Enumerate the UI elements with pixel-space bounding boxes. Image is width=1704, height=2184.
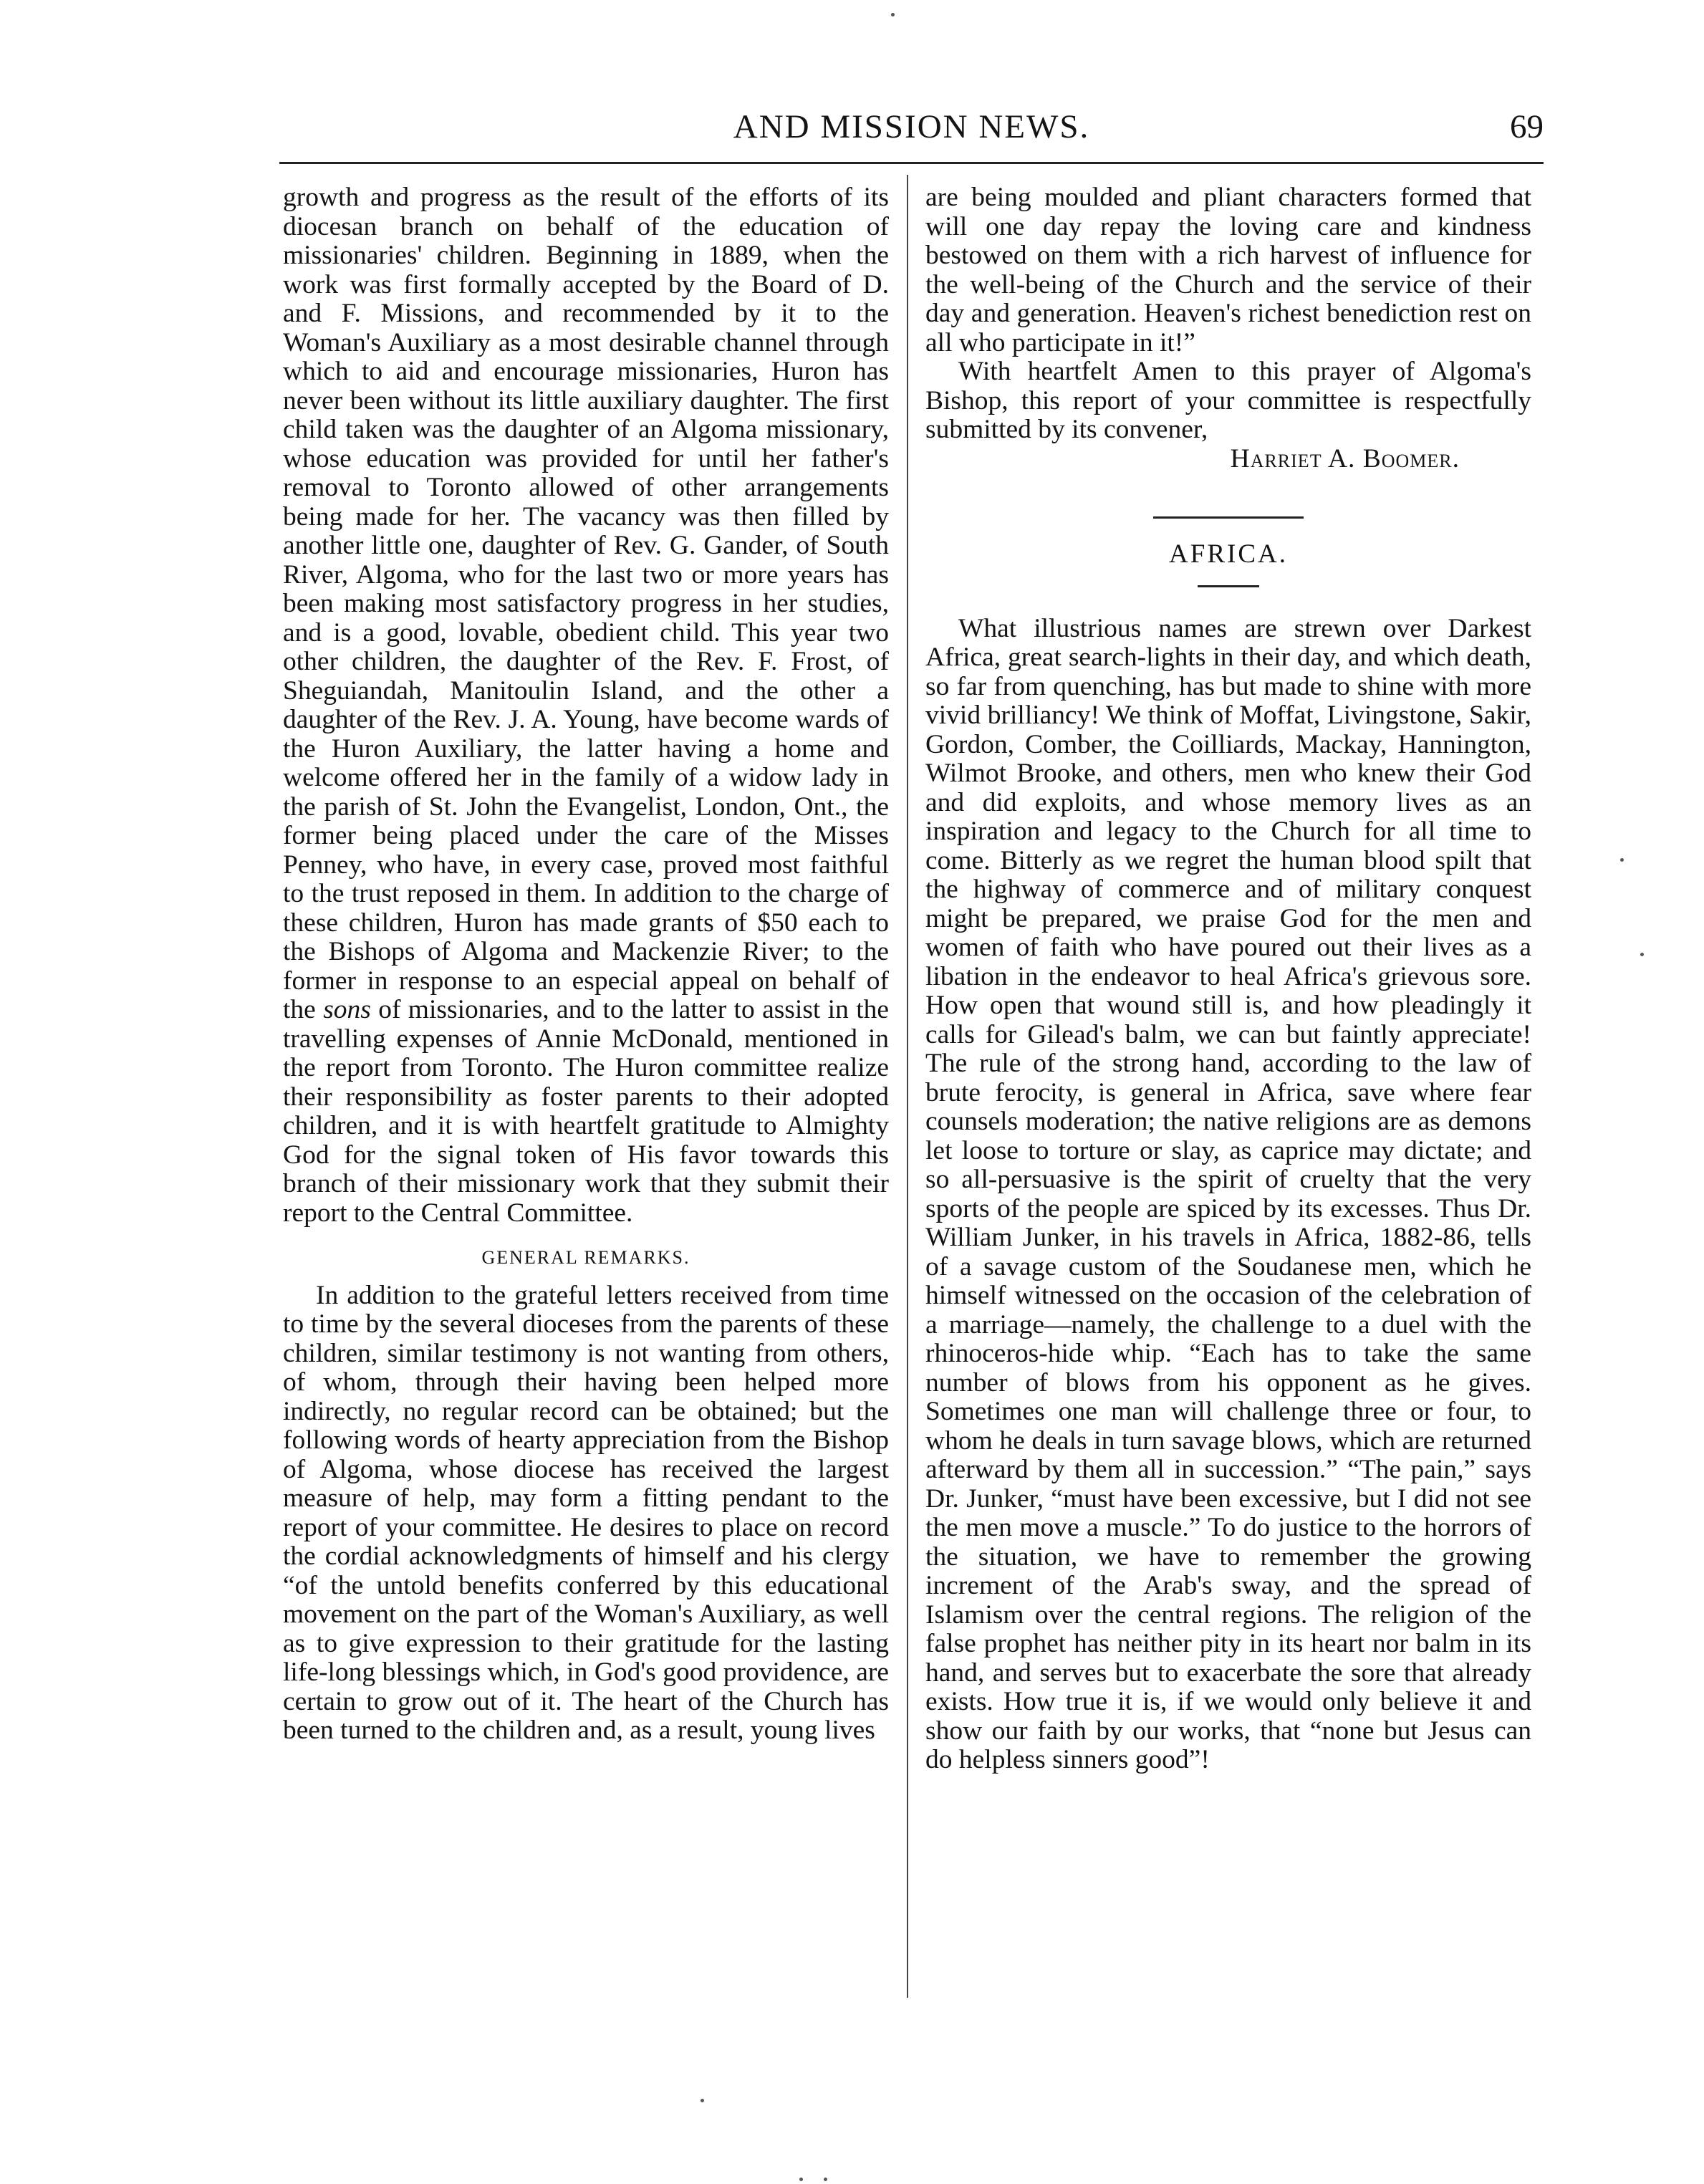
italic-word: sons <box>323 995 371 1024</box>
scan-speck <box>824 2178 827 2181</box>
section-divider <box>1153 516 1304 519</box>
scan-speck <box>891 13 895 16</box>
section-title: AFRICA. <box>1169 539 1288 569</box>
right-column <box>925 183 1531 1775</box>
signature: Harriet A. Boomer. <box>1230 443 1460 473</box>
page-number: 69 <box>1510 108 1544 145</box>
page-header <box>279 107 1544 158</box>
left-column <box>283 183 889 1746</box>
subheading: GENERAL REMARKS. <box>481 1247 690 1268</box>
header-rule <box>279 162 1544 164</box>
paragraph-text: of missionaries, and to the latter to assist in the travelling expenses of Annie McDonald, mentioned in the report from Toronto. The Huron committee realize their responsibility as foster parents to their adopted children, and it is with heartfelt gratitude to Almighty God for the signal token of His favor towards this branch of their missionary work that they submit their report to the Central Committee. <box>283 995 890 1228</box>
scan-speck <box>701 2099 704 2102</box>
title-underline <box>1198 585 1259 587</box>
column-divider <box>907 175 908 1998</box>
body-paragraph: are being moulded and pliant characters formed that will one day repay the loving care and kindness bestowed on them with a rich harvest of influence for the well-being of the Church and the service of their day and generation. Heaven's richest benediction rest on all who participate in it!” <box>925 183 1531 357</box>
running-title: AND MISSION NEWS. <box>733 108 1090 145</box>
body-paragraph: In addition to the grateful letters received from time to time by the several dioceses from the parents of these children, similar testimony is not wanting from others, of whom, through their having been helped more indirectly, no regular record can be obtained; but the following words of hearty appreciation from the Bishop of Algoma, whose diocese has received the largest measure of help, may form a fitting pendant to the report of your committee. He desires to place on record the cordial acknowledgments of himself and his clergy “of the untold benefits conferred by this educational movement on the part of the Woman's Auxiliary, as well as to give expression to their gratitude for the lasting life-long blessings which, in God's good providence, are certain to grow out of it. The heart of the Church has been turned to the children and, as a result, young lives <box>283 1280 889 1745</box>
body-paragraph: With heartfelt Amen to this prayer of Algoma's Bishop, this report of your committee is respectfully submitted by its convener, <box>925 357 1531 444</box>
scan-speck <box>799 2178 803 2181</box>
scan-speck <box>1640 953 1644 956</box>
body-paragraph: What illustrious names are strewn over Darkest Africa, great search-lights in their day, and which death, so far from quenching, has but made to shine with more vivid brilliancy! We think of Moffat, Livingstone, Sakir, Gordon, Comber, the Coilliards, Mackay, Hannington, Wilmot Brooke, and others, men who knew their God and did exploits, and whose memory lives as an inspiration and legacy to the Church for all time to come. Bitterly as we regret the human blood spilt that the highway of commerce and of military conquest might be prepared, we praise God for the men and women of faith who have poured out their lives as a libation in the endeavor to heal Africa's grievous sore. How open that wound still is, and how pleadingly it calls for Gilead's balm, we can but faintly appreciate! The rule of the strong hand, according to the law of brute ferocity, is general in Africa, save where fear counsels moderation; the native religions are as demons let loose to torture or slay, as caprice may dictate; and so all-persuasive is the spirit of cruelty that the very sports of the people are spiced by its excesses. Thus Dr. William Junker, in his travels in Africa, 1882-86, tells of a savage custom of the Soudanese men, which he himself witnessed on the occasion of the celebration of a marriage—namely, the challenge to a duel with the rhinoceros-hide whip. “Each has to take the same number of blows from his opponent as he gives. Sometimes one man will challenge three or four, to whom he deals in turn savage blows, which are returned afterward by them all in succession.” “The pain,” says Dr. Junker, “must have been excessive, but I did not see the men move a muscle.” To do justice to the horrors of the situation, we have to remember the growing increment of the Arab's sway, and the spread of Islamism over the central regions. The religion of the false prophet has neither pity in its heart nor balm in its hand, and serves but to exacerbate the sore that already exists. How true it is, if we would only believe it and show our faith by our works, that “none but Jesus can do helpless sinners good”! <box>925 613 1531 1774</box>
body-paragraph <box>283 183 889 1228</box>
scan-speck <box>1620 858 1624 862</box>
paragraph-text: growth and progress as the result of the efforts of its diocesan branch on behalf of the education of missionaries' children. Beginning in 1889, when the work was first formally accepted by the Board of D. and F. Missions, and recommended by it to the Woman's Auxiliary as a most desirable channel through which to aid and encourage missionaries, Huron has never been without its little auxiliary daughter. The first child taken was the daughter of an Algoma missionary, whose education was provided for until her father's removal to Toronto allowed of other arrangements being made for her. The vacancy was then filled by another little one, daughter of Rev. G. Gander, of South River, Algoma, who for the last two or more years has been making most satisfactory progress in her studies, and is a good, lovable, obedient child. This year two other children, the daughter of the Rev. F. Frost, of Sheguiandah, Manitoulin Island, and the other a daughter of the Rev. J. A. Young, have become wards of the Huron Auxiliary, the latter having a home and welcome offered her in the family of a widow lady in the parish of St. John the Evangelist, London, Ont., the former being placed under the care of the Misses Penney, who have, in every case, proved most faithful to the trust reposed in them. In addition to the charge of these children, Huron has made grants of $50 each to the Bishops of Algoma and Mackenzie River; to the former in response to an especial appeal on behalf of the <box>283 183 889 1024</box>
